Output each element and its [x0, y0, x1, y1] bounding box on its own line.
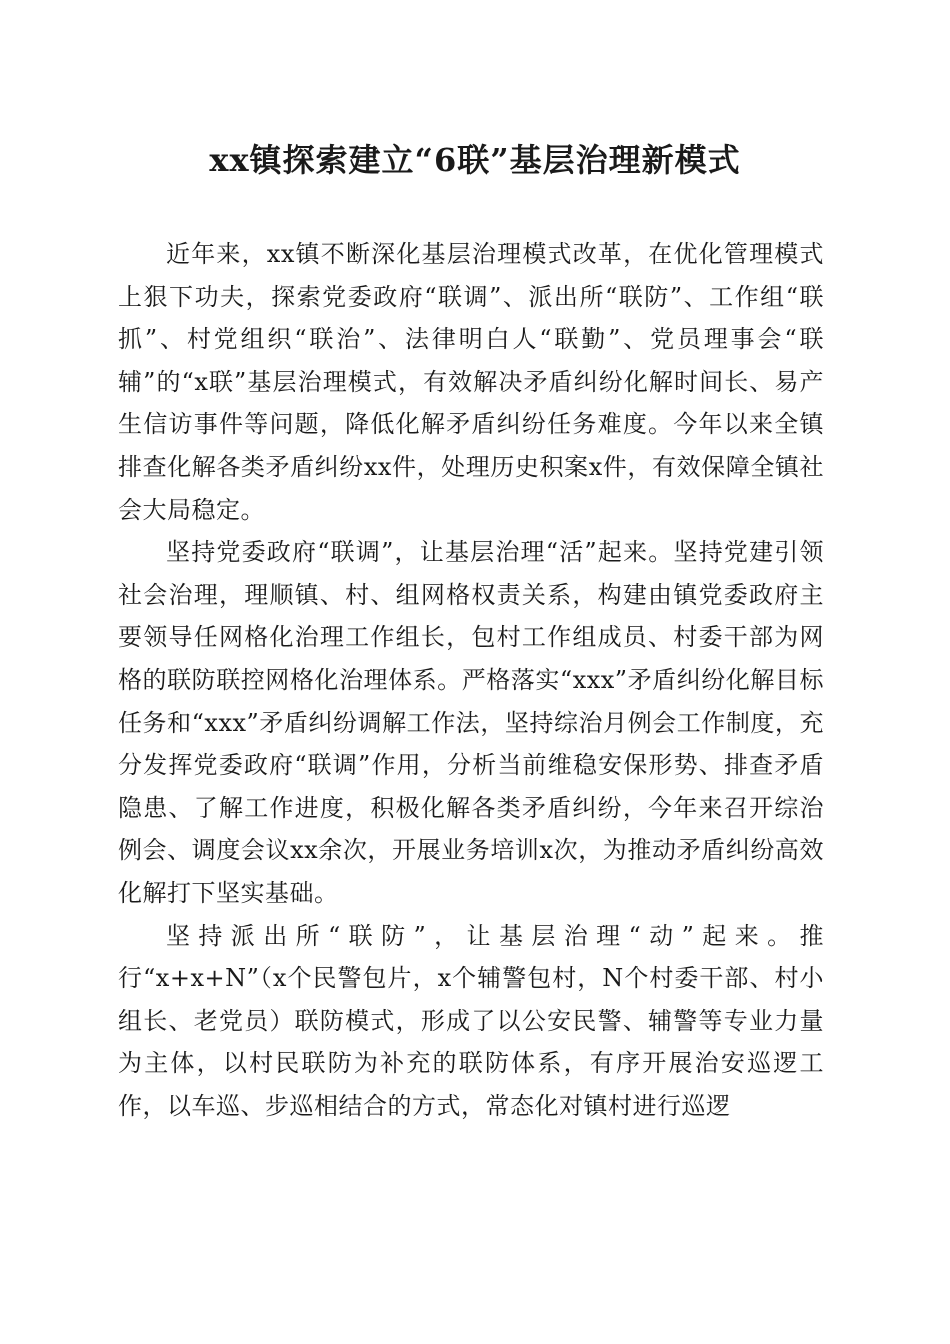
paragraph-police-lianfang: 坚持派出所“联防”，让基层治理“动”起来。推行“x+x+N”（x个民警包片，x个辅警包村，N个村委干部、村小组长、老党员）联防模式，形成了以公安民警、辅警等专业力量为主体，以村民联防为补充的联防体系，有序开展治安巡逻工作，以车巡、步巡相结合的方式，常态化对镇村进行巡逻 — [118, 921, 824, 1120]
document-body — [118, 233, 824, 1127]
paragraph-intro: 近年来，xx镇不断深化基层治理模式改革，在优化管理模式上狠下功夫，探索党委政府“联调”、派出所“联防”、工作组“联抓”、村党组织“联治”、法律明白人“联勤”、党员理事会“联辅”的“x联”基层治理模式，有效解决矛盾纠纷化解时间长、易产生信访事件等问题，降低化解矛盾纠纷任务难度。今年以来全镇排查化解各类矛盾纠纷xx件，处理历史积案x件，有效保障全镇社会大局稳定。 — [118, 240, 824, 524]
paragraph-party-committee-liantiao: 坚持党委政府“联调”，让基层治理“活”起来。坚持党建引领社会治理，理顺镇、村、组网格权责关系，构建由镇党委政府主要领导任网格化治理工作组长，包村工作组成员、村委干部为网格的联防联控网格化治理体系。严格落实“xxx”矛盾纠纷化解目标任务和“xxx”矛盾纠纷调解工作法，坚持综治月例会工作制度，充分发挥党委政府“联调”作用，分析当前维稳安保形势、排查矛盾隐患、了解工作进度，积极化解各类矛盾纠纷，今年来召开综治例会、调度会议xx余次，开展业务培训x次，为推动矛盾纠纷高效化解打下坚实基础。 — [118, 538, 824, 907]
document-title: xx镇探索建立“6联”基层治理新模式 — [209, 141, 741, 179]
